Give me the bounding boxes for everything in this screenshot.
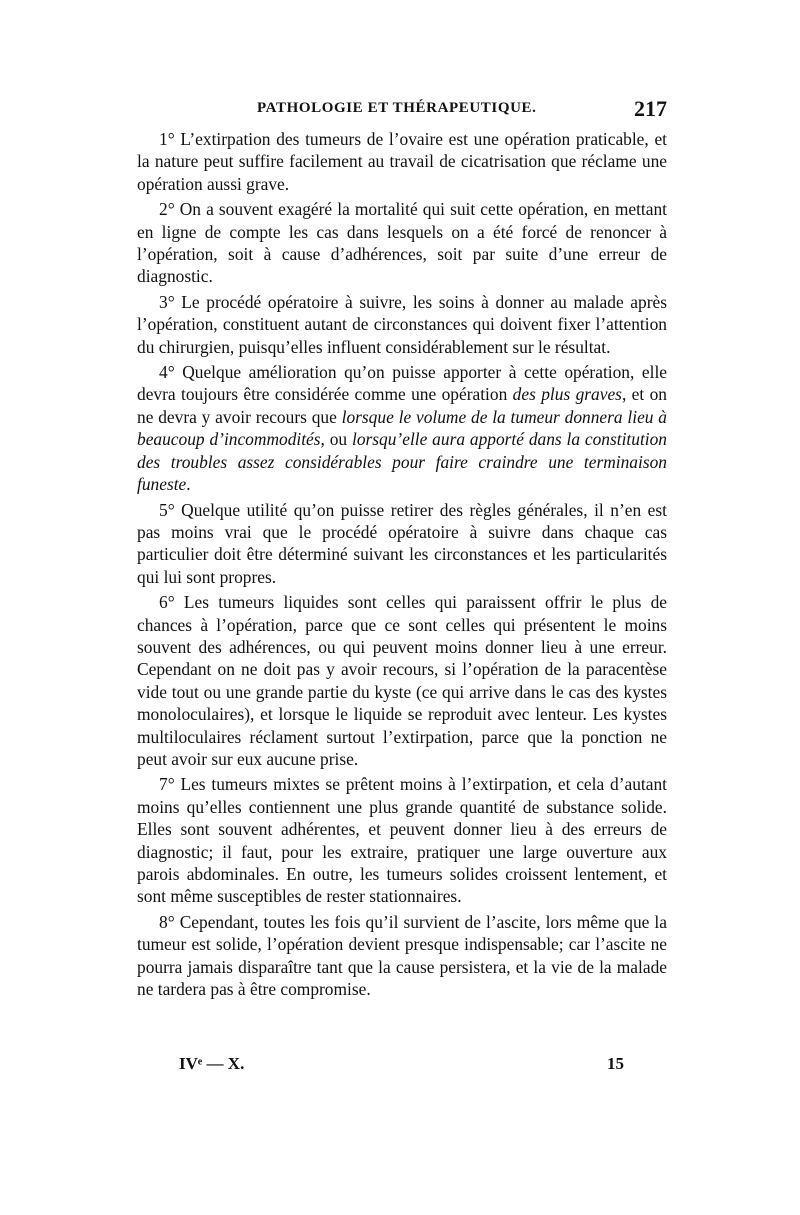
italic-text: lorsqu’elle aura apporté dans la constitution des troubles assez considérables pour faire craindre une terminaison funeste: [137, 429, 668, 495]
page-number: 217: [634, 96, 667, 121]
text-run: 1° L’extirpation des tumeurs de l’ovaire est une opération praticable, et la nature peut suffire facilement au travail de cicatrisation que réclame une opération aussi grave.: [137, 129, 667, 194]
paragraph-3: [137, 291, 667, 358]
text-run: , et on ne devra y avoir recours que: [137, 384, 667, 427]
paragraph-7: [137, 773, 667, 907]
text-run: 8° Cependant, toutes les fois qu’il survient de l’ascite, lors même que la tumeur est solide, l’opération devient presque indispensable; car l’ascite ne pourra jamais disparaître tant que la cause persistera, et la vie de la malade ne tardera pas à être compromise.: [137, 911, 667, 1000]
italic-text: lorsque le volume de la tumeur donnera lieu à beaucoup d’incommodités: [137, 406, 667, 450]
paragraph-6: [137, 591, 667, 770]
sheet-number: 15: [607, 1054, 624, 1073]
text-run: 5° Quelque utilité qu’on puisse retirer des règles générales, il n’en est pas moins vrai que le procédé opératoire à suivre dans chaque cas particulier doit être déterminé suivant les circonstances et les particularités qui lui sont propres.: [137, 499, 667, 587]
text-run: 3° Le procédé opératoire à suivre, les soins à donner au malade après l’opération, constituent autant de circonstances qui doivent fixer l’attention du chirurgien, puisqu’elles influent considérablement sur le résultat.: [137, 291, 667, 357]
body-text: [137, 128, 667, 1000]
paragraph-8: [137, 911, 667, 1001]
paragraph-1: [137, 128, 667, 195]
text-run: 4° Quelque amélioration qu’on puisse apporter à cette opération, elle devra toujours être considérée comme une opération: [137, 362, 667, 405]
text-run: , ou: [320, 429, 352, 450]
paragraph-2: [137, 198, 667, 288]
running-head: [137, 96, 667, 126]
footer-signature-line: [137, 1054, 667, 1082]
text-run: .: [186, 474, 191, 495]
paragraph-4: [137, 361, 667, 495]
text-run: 6° Les tumeurs liquides sont celles qui paraissent offrir le plus de chances à l’opération, parce que ce sont celles qui présentent le moins souvent des adhérences, ou qui peuvent moins donner lieu à une erreur. Cependant on ne doit pas y avoir recours, si l’opération de la paracentèse vide tout ou une grande partie du kyste (ce qui arrive dans le cas des kystes monoloculaires), et lorsque le liquide se reproduit avec lenteur. Les kystes multiloculaires réclament surtout l’extirpation, parce que la ponction ne peut avoir sur eux aucune prise.: [137, 592, 667, 769]
text-run: 7° Les tumeurs mixtes se prêtent moins à l’extirpation, et cela d’autant moins qu’elles contiennent une plus grande quantité de substance solide. Elles sont souvent adhérentes, et peuvent donner lieu à des erreurs de diagnostic; il faut, pour les extraire, pratiquer une large ouverture aux parois abdominales. En outre, les tumeurs solides croissent lentement, et sont même susceptibles de rester stationnaires.: [137, 774, 667, 907]
paragraph-5: [137, 499, 667, 589]
text-run: 2° On a souvent exagéré la mortalité qui suit cette opération, en mettant en ligne de compte les cas dans lesquels on a été forcé de renoncer à l’opération, soit à cause d’adhérences, soit par suite d’une erreur de diagnostic.: [137, 199, 667, 287]
italic-text: des plus graves: [512, 384, 622, 405]
printer-signature: IVᵉ — X.: [179, 1054, 245, 1073]
running-title: PATHOLOGIE ET THÉRAPEUTIQUE.: [257, 100, 537, 116]
